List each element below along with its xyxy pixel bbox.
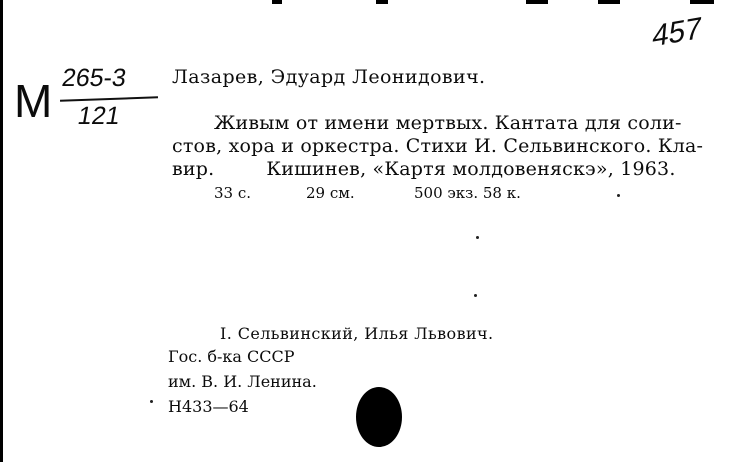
scan-edge-mark	[526, 0, 548, 4]
library-holder	[168, 344, 317, 419]
title-line: стов, хора и оркестра. Стихи И. Сельвинского. Кла-	[172, 135, 704, 157]
shelf-letter: М	[14, 75, 54, 127]
library-line: им. В. И. Ленина.	[168, 372, 317, 391]
scan-edge-mark	[272, 0, 282, 4]
card-size: 29 см.	[306, 184, 355, 202]
scan-speck	[474, 294, 477, 297]
title-description	[172, 112, 722, 181]
print-run-price: 500 экз. 58 к.	[414, 184, 521, 202]
title-line: вир.	[172, 158, 215, 180]
scan-speck	[617, 194, 620, 197]
card-left-border	[0, 0, 3, 462]
scan-speck	[476, 236, 479, 239]
scan-edge-mark	[598, 0, 620, 4]
handwritten-corner-mark: 457	[650, 11, 704, 54]
scan-edge-mark	[376, 0, 388, 4]
ink-blot	[356, 387, 402, 447]
library-line: Гос. б-ка СССР	[168, 347, 295, 366]
call-number-divider	[60, 96, 158, 101]
scan-edge-mark	[690, 0, 714, 4]
collation-line	[214, 184, 521, 202]
title-line-group	[172, 158, 722, 181]
added-entry: I. Сельвинский, Илья Львович.	[220, 324, 494, 343]
author-heading: Лазарев, Эдуард Леонидович.	[172, 66, 486, 88]
card-number: Н433—64	[168, 397, 249, 416]
imprint-line: Кишинев, «Картя молдовеняскэ», 1963.	[266, 158, 676, 180]
scan-speck	[150, 400, 153, 403]
call-number-top: 265-3	[60, 64, 128, 92]
title-line: Живым от имени мертвых. Кантата для соли-	[214, 112, 682, 134]
call-number-bottom: 121	[75, 102, 123, 130]
page-count: 33 с.	[214, 184, 252, 202]
